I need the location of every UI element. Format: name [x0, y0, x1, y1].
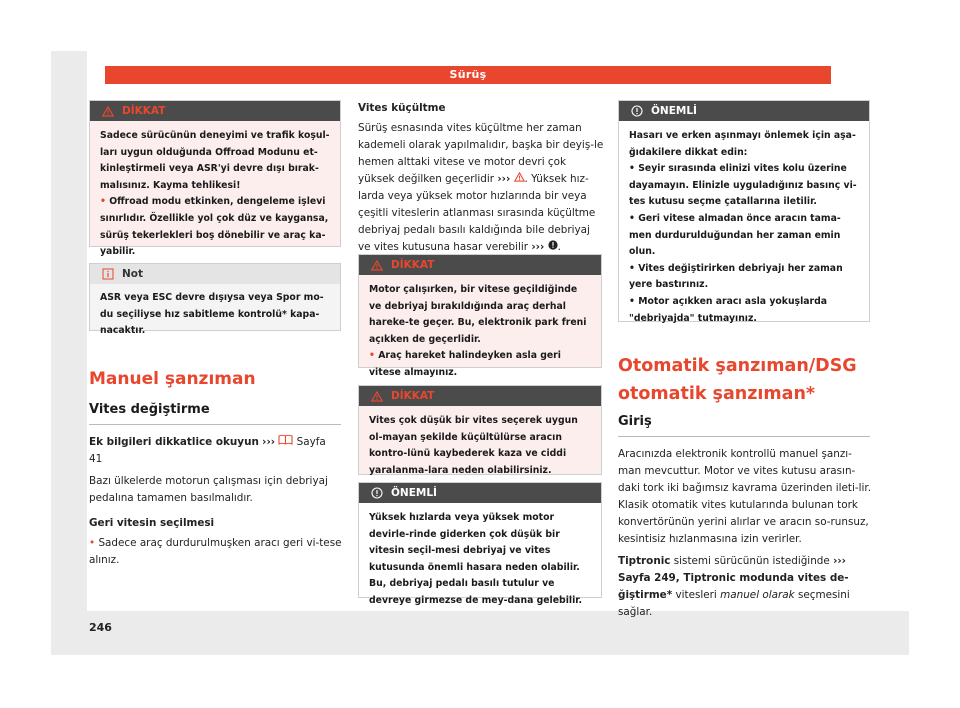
- reverse-bullet: [89, 535, 343, 569]
- important-box-wear: [618, 100, 870, 322]
- section-title-line2: otomatik şanzıman*: [618, 384, 816, 404]
- bullet-text: Araç hareket halindeyken asla geri vitese almayınız.: [369, 350, 561, 378]
- important-body: [359, 503, 601, 619]
- note-text: ASR veya ESC devre dışıysa veya Spor mo-du seçiliyse hız sabitleme kontrolü* kapa-nacaktır.: [100, 292, 324, 337]
- col1-text: [89, 434, 343, 569]
- important-bullet: [629, 261, 859, 294]
- chapter-header: Sürüş: [105, 66, 831, 84]
- bullet-text: Sadece araç durdurulmuşken aracı geri vi-tese alınız.: [89, 537, 342, 566]
- downshift-end: .: [557, 241, 561, 253]
- tiptronic-page-link[interactable]: ››› Sayfa 249, Tiptronic modunda vites de-ğiştirme*: [618, 555, 849, 601]
- warning-box-engine-running: [358, 254, 602, 378]
- bullet-dot: •: [629, 163, 635, 175]
- paragraph-clutch: Bazı ülkelerde motorun çalışması için debriyaj pedalına tamamen basılmalıdır.: [89, 475, 328, 504]
- page-number: 246: [89, 621, 112, 634]
- read-first-prefix: Ek bilgileri dikkatlice okuyun: [89, 436, 259, 448]
- important-bullet: [629, 294, 859, 327]
- note-box-header: [90, 264, 340, 284]
- important-body: [619, 121, 869, 336]
- paragraph-dsg: Aracınızda elektronik kontrollü manuel şanzı-man mevcuttur. Motor ve vites kutusu arasın-daki tork iki bağımsız kavrama üzerinden ileti-lir. Klasik otomatik vites kutularında bulunan tork konvertörünün yerini alırlar ve aracın so-runsuz, kesintisiz hızlanmasına izin verirler.: [618, 448, 872, 545]
- tiptronic-label: Tiptronic: [618, 555, 671, 567]
- warning-intro: Motor çalışırken, bir vitese geçildiğinde ve debriyaj bırakıldığında araç derhal hareke-te geçer. Bu, elektronik park freni açıkken de geçerlidir.: [369, 284, 587, 345]
- downshift-heading: Vites küçültme: [358, 102, 446, 114]
- book-icon: [278, 434, 293, 445]
- reverse-heading: Geri vitesin seçilmesi: [89, 517, 215, 529]
- warning-title: DİKKAT: [122, 105, 166, 117]
- bullet-dot: •: [629, 212, 635, 224]
- important-intro: Hasarı ve erken aşınmayı önlemek için aşa-ğıdakilere dikkat edin:: [629, 130, 856, 158]
- chevron-link-marker: ›››: [497, 173, 511, 185]
- tiptronic-text-b: vitesleri: [675, 589, 717, 601]
- bullet-text: Motor açıkken aracı asla yokuşlarda "debriyajda" tutmayınız.: [629, 295, 828, 324]
- warning-text: Vites çok düşük bir vites seçerek uygun ol-mayan şekilde küçültülürse aracın kontro-lünü kaybederek kaza ve ciddi yaralanma-lara neden olabilirsiniz.: [369, 415, 578, 476]
- warning-triangle-icon: [371, 260, 383, 271]
- warning-box-header: [359, 386, 601, 406]
- warning-title: DİKKAT: [391, 259, 435, 271]
- bullet-text: Offroad modu etkinken, dengeleme işlevi sınırlıdır. Özellikle yol çok düz ve kaygansa, sürüş tekerlekleri boş dönebilir ve araç ka-yabilir.: [100, 196, 329, 258]
- important-title: ÖNEMLİ: [391, 487, 437, 499]
- warning-box-header: [90, 101, 340, 121]
- subsection-title-intro: Giriş: [618, 414, 652, 429]
- subsection-rule: [618, 436, 870, 437]
- important-circle-icon: [631, 105, 643, 117]
- downshift-paragraph: [358, 120, 604, 256]
- paragraph-tiptronic: [618, 553, 872, 621]
- bullet-dot: •: [629, 295, 635, 307]
- page-link-number[interactable]: 41: [89, 453, 103, 465]
- col2-downshift: [358, 100, 604, 256]
- warning-intro: Sadece sürücünün deneyimi ve trafik koşul-ları uygun olduğunda Offroad Modunu et-kinleştirmeli veya ASR'yi devre dışı bırak-malısınız. Kayma tehlikesi!: [100, 130, 330, 191]
- subsection-title-gear-change: Vites değiştirme: [89, 402, 210, 417]
- info-icon: [102, 268, 114, 280]
- warning-bullet: [369, 348, 591, 381]
- important-box-gear-damage: [358, 482, 602, 606]
- read-first-line: [89, 434, 343, 468]
- section-title-line1: Otomatik şanzıman/DSG: [618, 356, 857, 376]
- warning-body: [359, 275, 601, 391]
- bullet-text: Seyir sırasında elinizi vites kolu üzerine dayamayın. Elinizle uyguladığınız basınç vi-tes kutusu seçme çatallarına iletilir.: [629, 163, 857, 208]
- important-circle-icon: [371, 487, 383, 499]
- section-title-automatic: [618, 352, 878, 408]
- note-title: Not: [122, 268, 144, 280]
- chevron-link-marker: ›››: [531, 241, 545, 253]
- section-title-manual: Manuel şanzıman: [89, 369, 256, 389]
- col3-text: [618, 446, 872, 621]
- bullet-dot: •: [100, 196, 106, 208]
- chevron-link-marker: ›››: [262, 436, 276, 448]
- note-box: [89, 263, 341, 337]
- important-circle-icon[interactable]: [548, 240, 558, 250]
- warning-box-header: [359, 255, 601, 275]
- warning-body: [359, 406, 601, 488]
- subsection-rule: [89, 424, 341, 425]
- important-box-header: [359, 483, 601, 503]
- warning-triangle-icon: [371, 391, 383, 402]
- downshift-text-b: . Yüksek hız-larda veya yüksek motor hızlarında bir veya çeşitli viteslerin atlanması sırasında küçültme debriyaj pedalı basılı kaldığında bile debriyaj ve vites kutusuna hasar verebilir: [358, 173, 596, 253]
- tiptronic-italic: manuel olarak: [720, 589, 795, 601]
- note-body: [90, 284, 340, 349]
- bullet-dot: •: [369, 350, 375, 362]
- important-box-header: [619, 101, 869, 121]
- important-text: Yüksek hızlarda veya yüksek motor devirle-rinde giderken çok düşük bir vitesin seçil-mesi debriyaj ve vites kutusunda önemli hasara neden olabilir. Bu, debriyaj pedalı basılı tutulur ve devreye girmezse de mey-dana gelebilir.: [369, 512, 583, 606]
- important-bullet: [629, 161, 859, 211]
- warning-title: DİKKAT: [391, 390, 435, 402]
- bullet-dot: •: [89, 537, 96, 549]
- warning-body: [90, 121, 340, 270]
- tiptronic-text-c: seçmesini sağlar.: [618, 589, 850, 618]
- warning-triangle-icon[interactable]: [514, 172, 525, 182]
- important-bullet: [629, 211, 859, 261]
- bullet-text: Vites değiştirirken debriyajı her zaman yere bastırınız.: [629, 262, 843, 291]
- warning-bullet: [100, 194, 330, 260]
- important-title: ÖNEMLİ: [651, 105, 697, 117]
- warning-box-low-gear: [358, 385, 602, 475]
- bullet-dot: •: [629, 262, 635, 274]
- page-link[interactable]: Sayfa: [296, 436, 326, 448]
- tiptronic-text-a: sistemi sürücünün istediğinde: [673, 555, 830, 567]
- downshift-text-a: Sürüş esnasında vites küçültme her zaman kademeli olarak yapılmalıdır, başka bir deyiş-le hemen alttaki vitese ve motor devri çok yüksek değilken geçerlidir: [358, 122, 604, 185]
- warning-box-offroad: [89, 100, 341, 258]
- warning-triangle-icon: [102, 106, 114, 117]
- bullet-text: Geri vitese almadan önce aracın tama-men durdurulduğundan her zaman emin olun.: [629, 212, 841, 258]
